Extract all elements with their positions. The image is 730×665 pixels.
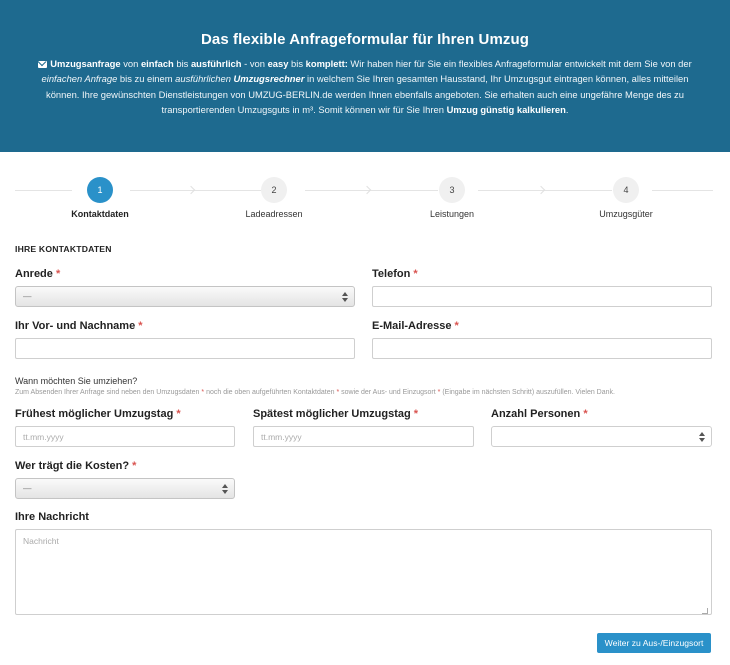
persons-label: Anzahl Personen *: [491, 408, 588, 420]
earliest-date-field: [15, 408, 235, 447]
step-label: Ladeadressen: [245, 209, 303, 219]
message-label: Ihre Nachricht: [15, 511, 89, 523]
step-umzugsgueter[interactable]: [561, 176, 691, 219]
step-leistungen[interactable]: [387, 176, 517, 219]
section-title: IHRE KONTAKTDATEN: [15, 244, 112, 254]
page-header: [0, 0, 730, 152]
persons-field: [491, 408, 712, 447]
step-label: Kontaktdaten: [71, 209, 129, 219]
step-ladeadressen[interactable]: [209, 176, 339, 219]
page-title: Das flexible Anfrageformular für Ihren Umzug: [200, 31, 530, 48]
resize-handle-icon[interactable]: [702, 608, 708, 614]
chevron-right-icon: [187, 186, 195, 194]
earliest-date-input[interactable]: [15, 426, 235, 447]
anrede-select[interactable]: [15, 286, 355, 307]
latest-date-input[interactable]: [253, 426, 474, 447]
step-number: 4: [613, 177, 639, 203]
telefon-input[interactable]: [372, 286, 712, 307]
select-arrows-icon: [342, 292, 348, 302]
select-arrows-icon: [222, 484, 228, 494]
name-label: Ihr Vor- und Nachname *: [15, 320, 143, 332]
email-label: E-Mail-Adresse *: [372, 320, 459, 332]
step-kontaktdaten[interactable]: [35, 176, 165, 219]
telefon-label: Telefon *: [372, 268, 418, 280]
persons-stepper[interactable]: [491, 426, 712, 447]
email-input[interactable]: [372, 338, 712, 359]
step-label: Umzugsgüter: [599, 209, 653, 219]
anrede-label: Anrede *: [15, 268, 61, 280]
message-textarea[interactable]: [15, 529, 712, 615]
latest-date-field: [253, 408, 474, 447]
step-number: 2: [261, 177, 287, 203]
name-input[interactable]: [15, 338, 355, 359]
costs-label: Wer trägt die Kosten? *: [15, 460, 137, 472]
envelope-icon: [38, 61, 47, 68]
required-hint: Zum Absenden Ihrer Anfrage sind neben den Umzugsdaten * noch die oben aufgeführten Kontaktdaten * sowie der Aus- und Einzugsort * (Eingabe im nächsten Schritt) auszufüllen. Vielen Dank.: [15, 389, 615, 396]
costs-value: —: [23, 483, 32, 493]
costs-select[interactable]: [15, 478, 235, 499]
latest-date-label: Spätest möglicher Umzugstag *: [253, 408, 419, 420]
step-number: 3: [439, 177, 465, 203]
message-field: [15, 511, 712, 618]
name-field: [15, 320, 355, 359]
chevron-right-icon: [363, 186, 371, 194]
stepper-arrows-icon: [699, 432, 705, 442]
step-number: 1: [87, 177, 113, 203]
next-step-button[interactable]: Weiter zu Aus-/Einzugsort: [597, 633, 711, 653]
step-label: Leistungen: [429, 209, 475, 219]
anrede-field: [15, 268, 355, 307]
anrede-value: —: [23, 291, 32, 301]
telefon-field: [372, 268, 712, 307]
email-field: [372, 320, 712, 359]
move-date-question: Wann möchten Sie umziehen?: [15, 376, 138, 386]
earliest-date-label: Frühest möglicher Umzugstag *: [15, 408, 181, 420]
intro-text: Umzugsanfrage von einfach bis ausführlich - von easy bis komplett: Wir haben hier für Sie ein flexibles Anfrageformular entwickelt mit dem Sie von der einfachen Anfrage bis zu einem ausführlichen Umzugsrechner in welchem Sie Ihren gesamten Hausstand, Ihr Umzugsgut eintragen können, alles mitteilen können. Ihre gewünschten Dienstleistungen von UMZUG-BERLIN.de werden Ihnen ebenfalls angeboten. Sie erhalten auch eine ungefähre Menge des zu transportierenden Umzugsguts in m³. Somit können wir für Sie Ihren Umzug günstig kalkulieren.: [24, 56, 706, 118]
progress-steps: [15, 176, 713, 222]
chevron-right-icon: [537, 186, 545, 194]
costs-field: [15, 460, 235, 499]
